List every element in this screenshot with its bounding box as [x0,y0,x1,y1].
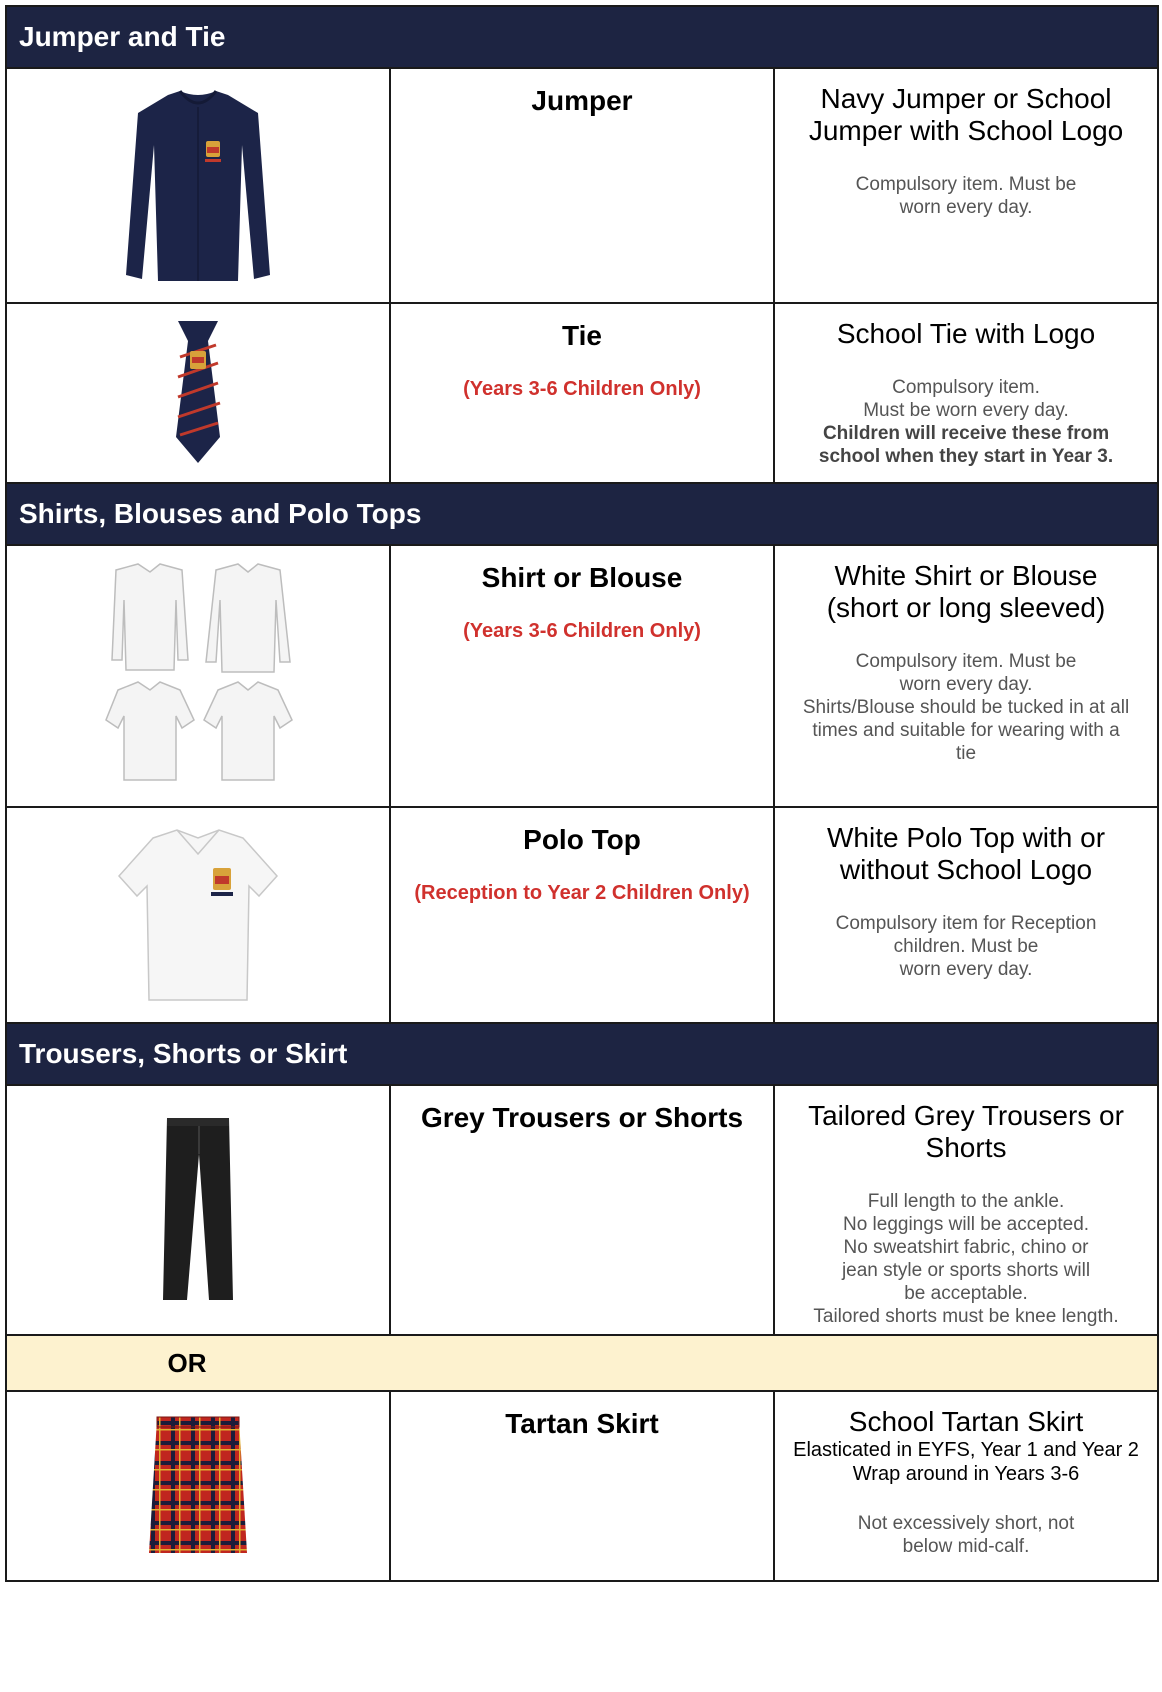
item-name-cell [390,68,774,303]
item-name-cell [390,1391,774,1581]
skirt-image [143,1413,253,1558]
desc-body-line: tie [955,743,977,764]
item-image-cell [6,303,390,483]
desc-body-line: No sweatshirt fabric, chino or [843,1237,1089,1258]
item-description-body [785,376,1147,468]
desc-body-line: jean style or sports shorts will [841,1260,1091,1281]
or-row [6,1335,1158,1391]
item-note: (Years 3-6 Children Only) [463,620,701,642]
desc-body-line: Compulsory item. Must be [855,651,1077,672]
item-image-cell [6,1085,390,1335]
desc-body-line: Compulsory item. Must be [855,174,1077,195]
desc-body-line: Full length to the ankle. [867,1191,1065,1212]
item-name: Grey Trousers or Shorts [420,1102,744,1133]
desc-title-line: White Polo Top with or [826,822,1106,853]
section-title: Shirts, Blouses and Polo Tops [6,483,1158,545]
item-description-body [785,173,1147,219]
item-note: (Years 3-6 Children Only) [463,378,701,400]
shirts-image [98,560,298,790]
desc-body-line: Compulsory item. [892,377,1040,398]
item-image-cell [6,807,390,1023]
section-header-shirts [6,483,1158,545]
polo-image [113,824,283,1004]
item-description-title [785,318,1147,350]
item-description-title [785,560,1147,624]
desc-body-line: Shirts/Blouse should be tucked in at all [802,697,1130,718]
section-header-trousers [6,1023,1158,1085]
desc-body-line: children. Must be [893,936,1039,957]
item-description-sub [785,1438,1147,1486]
trousers-image [153,1114,243,1304]
item-name-cell [390,807,774,1023]
item-desc-cell [774,1085,1158,1335]
desc-body-line: No leggings will be accepted. [842,1214,1090,1235]
tie-image [168,317,228,467]
item-name: Jumper [531,85,633,116]
desc-title-line: without School Logo [839,854,1093,885]
desc-body-bold-line: school when they start in Year 3. [818,446,1114,467]
desc-title-line: White Shirt or Blouse [834,560,1098,591]
desc-title-line: School Tartan Skirt [848,1406,1084,1437]
item-description-title [785,1406,1147,1438]
or-cell [6,1335,1158,1391]
item-desc-cell [774,1391,1158,1581]
item-name-cell [390,1085,774,1335]
uniform-table [5,5,1159,1582]
item-row-tie [6,303,1158,483]
desc-body-line: Tailored shorts must be knee length. [813,1306,1119,1327]
uniform-sheet [5,5,1157,1582]
item-description-body [785,650,1147,765]
desc-title-line: Tailored Grey Trousers or [808,1100,1124,1131]
jumper-image [118,85,278,285]
item-row-trousers [6,1085,1158,1335]
item-row-polo [6,807,1158,1023]
item-desc-cell [774,807,1158,1023]
item-desc-cell [774,68,1158,303]
item-image-cell [6,68,390,303]
item-name: Tie [562,320,602,351]
desc-sub-line: Wrap around in Years 3-6 [852,1463,1080,1485]
item-name-cell [390,303,774,483]
desc-body-line: worn every day. [899,959,1033,980]
desc-body-line: Must be worn every day. [863,400,1069,421]
item-name: Shirt or Blouse [481,562,683,593]
desc-body-line: be acceptable. [904,1283,1028,1304]
item-description-body [785,1512,1147,1558]
desc-body-line: below mid-calf. [902,1536,1030,1557]
item-description-body [785,912,1147,981]
item-description-title [785,83,1147,147]
desc-sub-line: Elasticated in EYFS, Year 1 and Year 2 [793,1439,1139,1461]
desc-body-line: Compulsory item for Reception [835,913,1097,934]
section-title: Trousers, Shorts or Skirt [6,1023,1158,1085]
item-description-title [785,822,1147,886]
item-description-body [785,1190,1147,1328]
item-note: (Reception to Year 2 Children Only) [414,882,750,904]
item-row-skirt [6,1391,1158,1581]
desc-body-line: times and suitable for wearing with a [812,720,1120,741]
desc-title-line: Shorts [925,1132,1007,1163]
section-title: Jumper and Tie [6,6,1158,68]
desc-title-line: (short or long sleeved) [826,592,1106,623]
desc-body-line: worn every day. [899,674,1033,695]
item-image-cell [6,1391,390,1581]
item-name: Tartan Skirt [505,1408,659,1439]
desc-body-line: Not excessively short, not [857,1513,1075,1534]
item-name: Polo Top [523,824,641,855]
item-row-jumper [6,68,1158,303]
desc-title-line: School Tie with Logo [836,318,1096,349]
item-row-shirt [6,545,1158,807]
desc-body-line: worn every day. [899,197,1033,218]
item-desc-cell [774,303,1158,483]
item-image-cell [6,545,390,807]
desc-title-line: Jumper with School Logo [808,115,1124,146]
item-description-title [785,1100,1147,1164]
section-header-jumper-tie [6,6,1158,68]
item-desc-cell [774,545,1158,807]
desc-title-line: Navy Jumper or School [820,83,1112,114]
or-label: OR [167,1347,207,1378]
desc-body-bold-line: Children will receive these from [822,423,1110,444]
item-name-cell [390,545,774,807]
